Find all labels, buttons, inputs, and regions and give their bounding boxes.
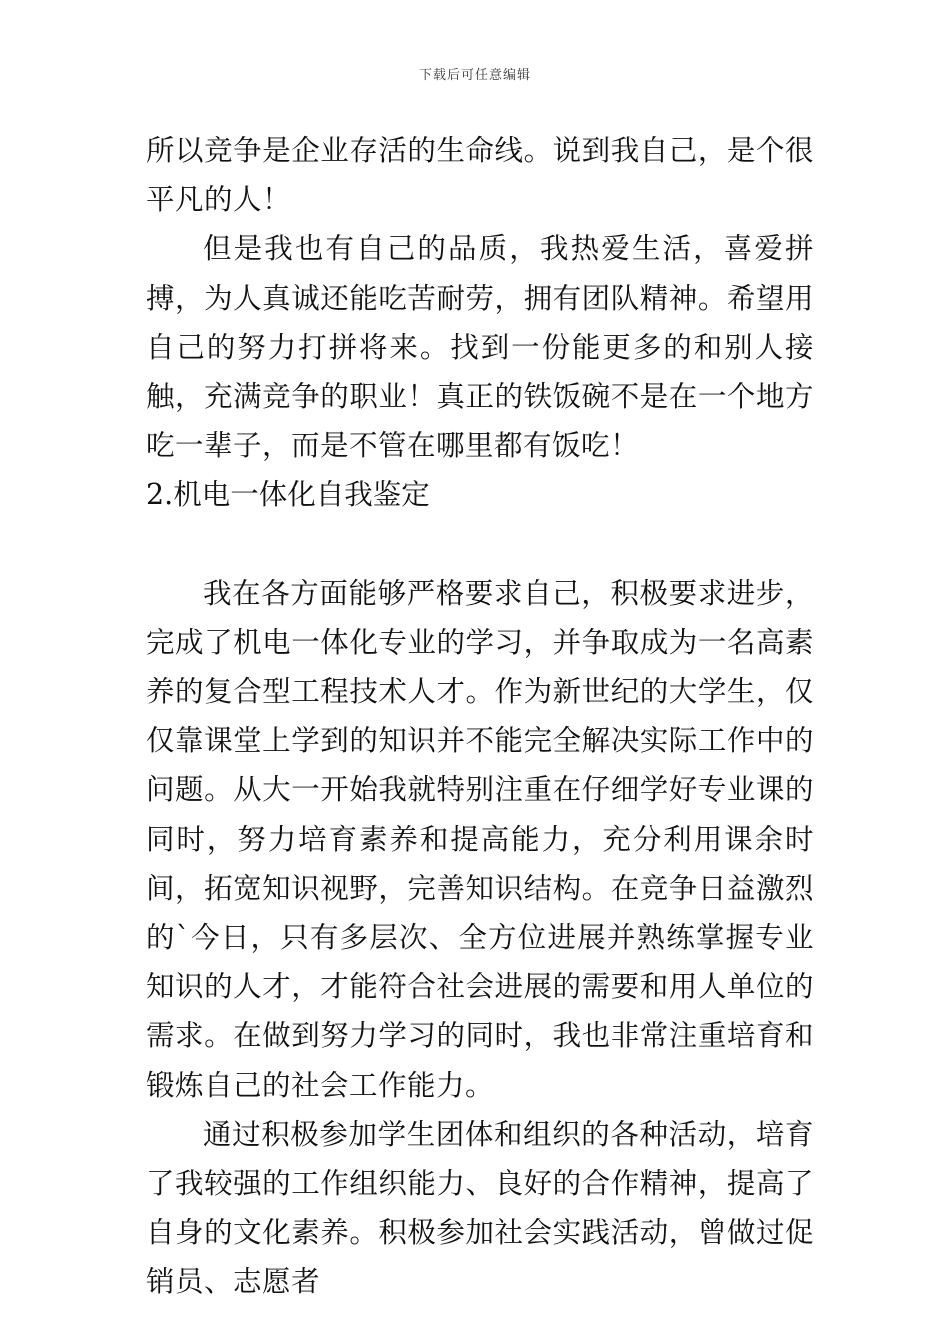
blank-line bbox=[146, 520, 814, 569]
paragraph-activities: 通过积极参加学生团体和组织的各种活动，培育了我较强的工作组织能力、良好的合作精神，提高了自身的文化素养。积极参加社会实践活动，曾做过促销员、志愿者 bbox=[146, 1117, 814, 1299]
paragraph-personal-qualities: 但是我也有自己的品质，我热爱生活，喜爱拼搏，为人真诚还能吃苦耐劳，拥有团队精神。希望用自己的努力打拼将来。找到一份能更多的和别人接触，充满竞争的职业！真正的铁饭碗不是在一个地方吃一辈子，而是不管在哪里都有饭吃！ bbox=[146, 232, 814, 463]
paragraph-study: 我在各方面能够严格要求自己，积极要求进步，完成了机电一体化专业的学习，并争取成为一名高素养的复合型工程技术人才。作为新世纪的大学生，仅仅靠课堂上学到的知识并不能完全解决实际工作中的问题。从大一开始我就特别注重在仔细学好专业课的同时，努力培育素养和提高能力，充分利用课余时间，拓宽知识视野，完善知识结构。在竞争日益激烈的`今日，只有多层次、全方位进展并熟练掌握专业知识的人才，才能符合社会进展的需要和用人单位的需求。在做到努力学习的同时，我也非常注重培育和锻炼自己的社会工作能力。 bbox=[146, 576, 814, 1102]
document-body bbox=[146, 126, 814, 1307]
paragraph-competition: 所以竞争是企业存活的生命线。说到我自己，是个很平凡的人！ bbox=[146, 134, 814, 217]
section-heading: 2.机电一体化自我鉴定 bbox=[146, 478, 430, 512]
page-header: 下载后可任意编辑 bbox=[418, 68, 531, 83]
